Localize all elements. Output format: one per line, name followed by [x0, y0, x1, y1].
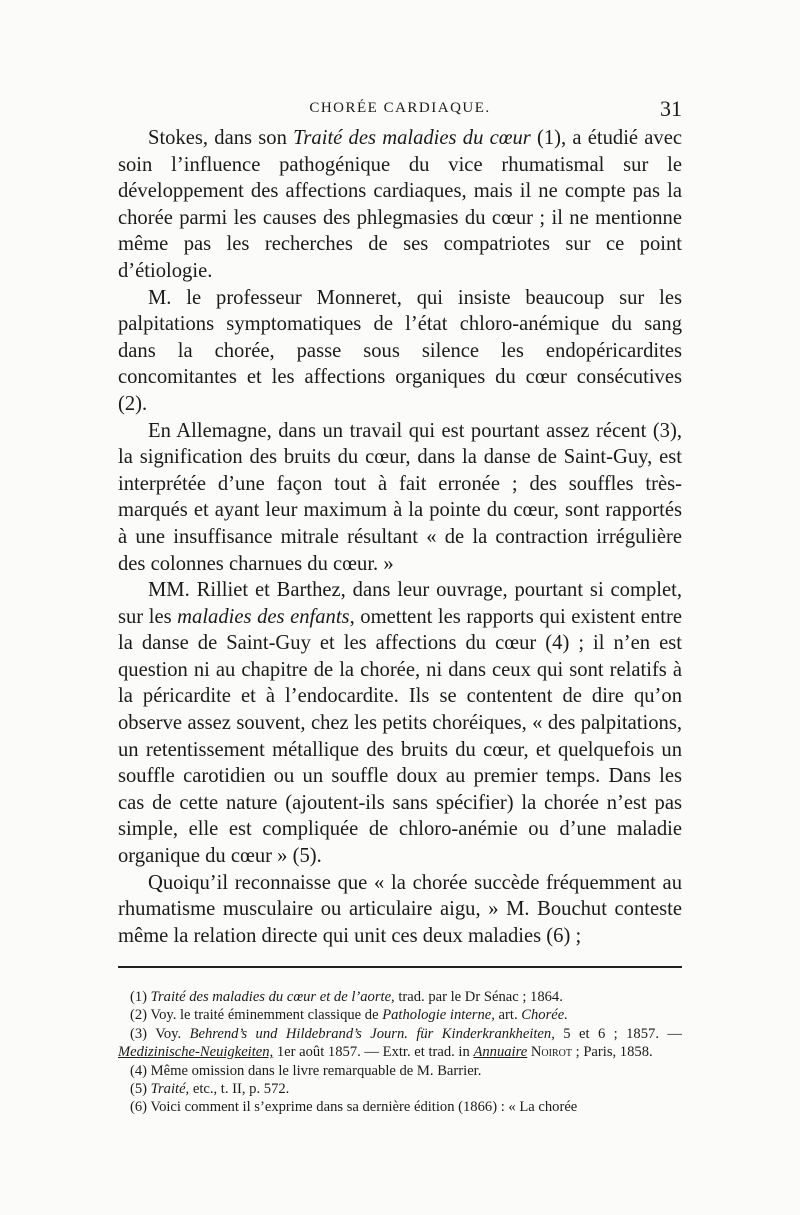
- paragraph-stokes: [118, 125, 682, 285]
- paragraph-rilliet-barthez: [118, 577, 682, 870]
- footnotes: [118, 988, 682, 1117]
- footnote-number: (5): [130, 1081, 151, 1098]
- text-span: (1), a étudié avec soin l’influence pathogénique du vice rhumatismal sur le développement des affections cardiaques, mais il ne compte pas la chorée parmi les causes des phlegmasies du cœur ; il ne mentionne même pas les recherches de ses compatriotes sur ce point d’étiologie.: [118, 127, 682, 282]
- footnote-title: Pathologie interne,: [382, 1007, 495, 1024]
- footnote-number: (1): [130, 989, 151, 1005]
- footnote-text: trad. par le Dr Sénac ; 1864.: [394, 989, 563, 1005]
- footnote-title: Annuaire: [473, 1044, 528, 1061]
- footnote-number: (2): [130, 1007, 151, 1024]
- footnote-6: [118, 1098, 682, 1116]
- footnote-title: Chorée.: [521, 1007, 568, 1024]
- footnote-text: 5 et 6 ; 1857. —: [554, 1025, 682, 1042]
- paragraph-monneret: M. le professeur Monneret, qui insiste beaucoup sur les palpitations symptomatiques de l’état chloro-anémique du sang dans la chorée, passe sous silence les endopéricardites concomitantes et les affections organiques du cœur consécutives (2).: [118, 286, 682, 415]
- footnote-text: Voy.: [155, 1025, 190, 1042]
- footnote-title: Medizinische-Neuigkeiten,: [118, 1044, 274, 1061]
- body-text: [118, 125, 682, 949]
- footnote-text: art.: [494, 1007, 522, 1024]
- page-header: [118, 96, 682, 126]
- footnote-title: Traité des maladies du cœur et de l’aorte,: [150, 989, 395, 1005]
- text-span: , omettent les rapports qui existent entre la danse de Saint-Guy et les affections du cœur (4) ; il n’en est question ni au chapitre de la chorée, ni dans ceux qui sont relatifs à la péricardite et à l’endocardite. Ils se contentent de dire qu’on observe assez souvent, chez les petits choréiques, « des palpitations, un retentissement métallique des bruits du cœur, et quelquefois un souffle carotidien ou un souffle doux au premier temps. Dans les cas de cette nature (ajoutent-ils sans spécifier) la chorée n’est pas simple, elle est compliquée de chloro-anémie ou d’une maladie organique du cœur » (5).: [118, 605, 682, 868]
- running-head: CHORÉE CARDIAQUE.: [309, 100, 491, 116]
- footnote-5: [118, 1080, 682, 1098]
- text-span: Stokes, dans son: [148, 127, 294, 149]
- footnote-text: ; Paris, 1858.: [571, 1044, 653, 1061]
- footnote-title: Behrend’s und Hildebrand’s Journ. für Kinderkrankheiten,: [189, 1025, 555, 1042]
- footnote-4: [118, 1062, 682, 1080]
- book-title: maladies des enfants: [177, 605, 350, 628]
- footnote-publisher: Noirot: [530, 1044, 572, 1061]
- footnote-3: [118, 1025, 682, 1062]
- footnote-text: etc., t. II, p. 572.: [189, 1081, 290, 1098]
- paragraph-bouchut: Quoiqu’il reconnaisse que « la chorée succède fréquemment au rhumatisme musculaire ou articulaire aigu, » M. Bouchut conteste même la relation directe qui unit ces deux maladies (6) ;: [118, 871, 682, 947]
- footnote-text: Voici comment il s’exprime dans sa dernière édition (1866) : « La chorée: [150, 1099, 578, 1116]
- footnote-title: Traité,: [150, 1081, 190, 1098]
- footnote-1: [118, 988, 682, 1006]
- page-number: 31: [660, 96, 682, 121]
- footnote-text: Même omission dans le livre remarquable de M. Barrier.: [150, 1062, 482, 1079]
- footnote-number: (6): [130, 1099, 151, 1116]
- footnote-text: 1er août 1857. — Extr. et trad. in: [273, 1044, 474, 1061]
- text-span: MM. Rilliet et Barthez, dans leur ouvrage, pourtant si complet, sur les: [118, 579, 682, 628]
- book-title: Traité des maladies du cœur: [293, 127, 531, 149]
- footnote-number: (3): [130, 1025, 156, 1042]
- paragraph-allemagne: En Allemagne, dans un travail qui est pourtant assez récent (3), la signification des bruits du cœur, dans la danse de Saint-Guy, est interprétée d’une façon tout à fait erronée ; des souffles très-marqués et ayant leur maximum à la pointe du cœur, sont rapportés à une insuffisance mitrale résultant « de la contraction irrégulière des colonnes charnues du cœur. »: [118, 419, 682, 575]
- footnote-2: [118, 1006, 682, 1024]
- footnote-separator: [118, 966, 682, 968]
- footnote-number: (4): [130, 1062, 151, 1079]
- footnote-text: Voy. le traité éminemment classique de: [150, 1007, 383, 1024]
